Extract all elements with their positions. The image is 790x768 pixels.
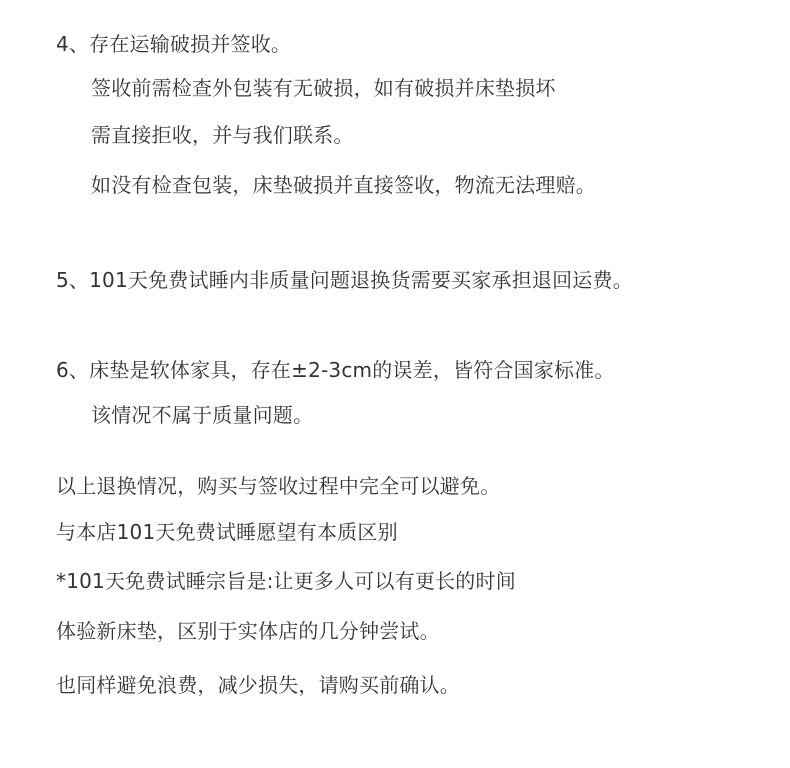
summary-line-4: 体验新床垫，区别于实体店的几分钟尝试。	[56, 619, 440, 643]
item-4-line-2: 需直接拒收，并与我们联系。	[91, 123, 354, 147]
item-4-line-3: 如没有检查包装，床垫破损并直接签收，物流无法理赔。	[91, 173, 596, 197]
item-4-heading: 4、存在运输破损并签收。	[56, 32, 292, 56]
item-4-line-1: 签收前需检查外包装有无破损，如有破损并床垫损坏	[91, 76, 556, 100]
item-5-heading: 5、101天免费试睡内非质量问题退换货需要买家承担退回运费。	[56, 268, 633, 292]
summary-line-5: 也同样避免浪费，减少损失，请购买前确认。	[56, 673, 460, 697]
summary-line-2: 与本店101天免费试睡愿望有本质区别	[56, 520, 398, 544]
summary-line-3: *101天免费试睡宗旨是:让更多人可以有更长的时间	[56, 569, 516, 593]
summary-line-1: 以上退换情况，购买与签收过程中完全可以避免。	[56, 474, 501, 498]
item-6-heading: 6、床垫是软体家具，存在±2-3cm的误差，皆符合国家标准。	[56, 358, 615, 382]
item-6-line-1: 该情况不属于质量问题。	[91, 403, 314, 427]
